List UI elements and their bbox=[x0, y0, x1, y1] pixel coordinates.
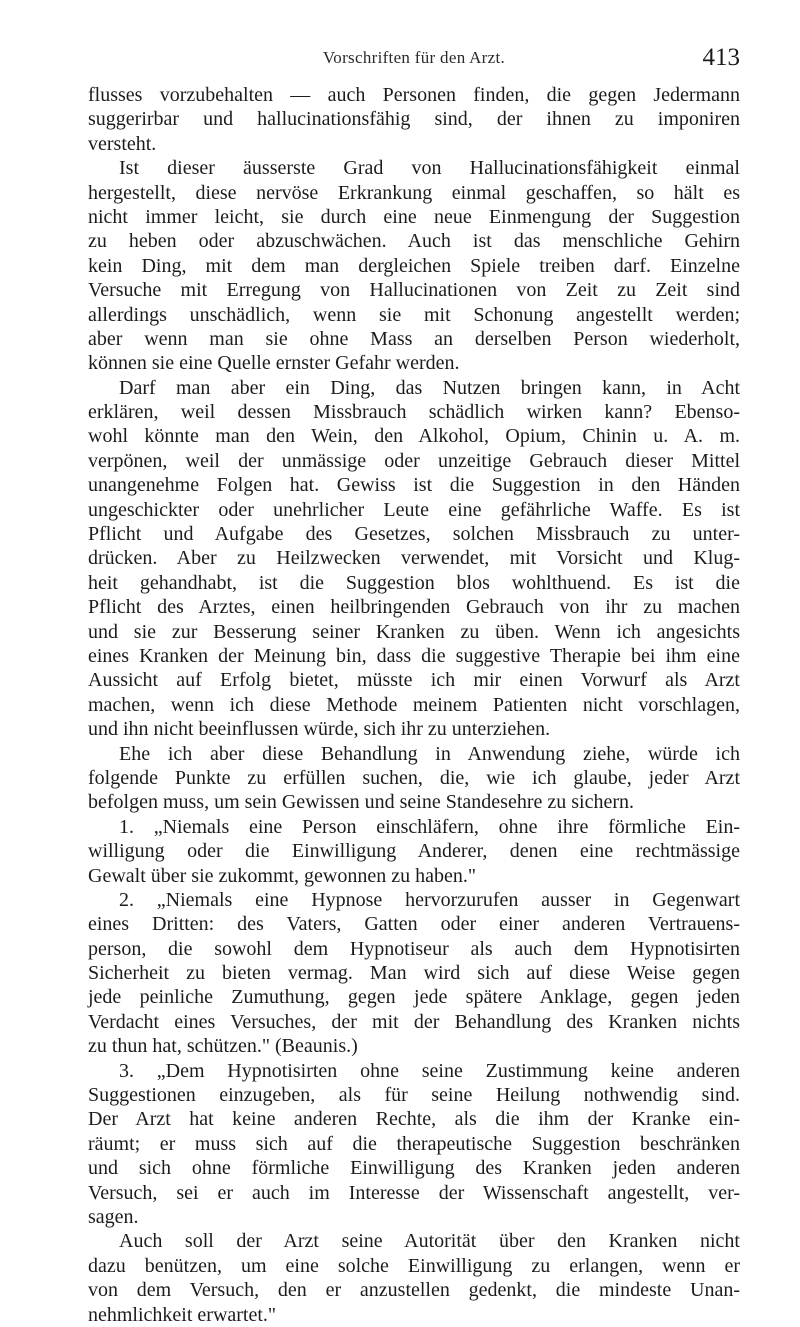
text-line: unangenehme Folgen hat. Gewiss ist die Suggestion in den Händen bbox=[88, 474, 740, 497]
text-line: Aussicht auf Erfolg bietet, müsste ich mir einen Vorwurf als Arzt bbox=[88, 669, 740, 692]
text-line: allerdings unschädlich, wenn sie mit Schonung angestellt werden; bbox=[88, 303, 740, 326]
running-title: Vorschriften für den Arzt. bbox=[322, 48, 506, 67]
text-line: Darf man aber ein Ding, das Nutzen bringen kann, in Acht bbox=[119, 376, 740, 399]
text-line: hergestellt, diese nervöse Erkrankung einmal geschaffen, so hält es bbox=[88, 181, 740, 204]
text-line: können sie eine Quelle ernster Gefahr werden. bbox=[88, 352, 460, 375]
text-line: Verdacht eines Versuches, der mit der Behandlung des Kranken nichts bbox=[88, 1010, 740, 1033]
text-line: und ihn nicht beeinflussen würde, sich ihr zu unterziehen. bbox=[88, 718, 551, 741]
text-line: person, die sowohl dem Hypnotiseur als auch dem Hypnotisirten bbox=[88, 937, 740, 960]
text-line: willigung oder die Einwilligung Anderer, denen eine rechtmässige bbox=[88, 840, 740, 863]
text-line: befolgen muss, um sein Gewissen und seine Standesehre zu sichern. bbox=[88, 791, 634, 814]
text-line: dazu benützen, um eine solche Einwilligung zu erlangen, wenn er bbox=[88, 1254, 740, 1277]
text-line: Ehe ich aber diese Behandlung in Anwendung ziehe, würde ich bbox=[119, 742, 740, 765]
text-line: heit gehandhabt, ist die Suggestion blos wohlthuend. Es ist die bbox=[88, 571, 740, 594]
running-header bbox=[88, 44, 740, 78]
text-line: zu heben oder abzuschwächen. Auch ist das menschliche Gehirn bbox=[88, 230, 740, 253]
text-line: nicht immer leicht, sie durch eine neue Einmengung der Suggestion bbox=[88, 205, 740, 228]
text-line: von dem Versuch, den er anzustellen gedenkt, die mindeste Unan- bbox=[88, 1279, 740, 1302]
text-line: 2. „Niemals eine Hypnose hervorzurufen ausser in Gegenwart bbox=[119, 888, 740, 911]
text-line: Pflicht des Arztes, einen heilbringenden Gebrauch von ihr zu machen bbox=[88, 596, 740, 619]
text-line: und sie zur Besserung seiner Kranken zu üben. Wenn ich angesichts bbox=[88, 620, 740, 643]
text-line: Auch soll der Arzt seine Autorität über den Kranken nicht bbox=[119, 1230, 740, 1253]
text-line: räumt; er muss sich auf die therapeutische Suggestion beschränken bbox=[88, 1132, 740, 1155]
text-line: aber wenn man sie ohne Mass an derselben Person wiederholt, bbox=[88, 327, 740, 350]
text-line: jede peinliche Zumuthung, gegen jede spätere Anklage, gegen jeden bbox=[88, 986, 740, 1009]
text-line: Gewalt über sie zukommt, gewonnen zu haben." bbox=[88, 864, 477, 887]
text-line: Pflicht und Aufgabe des Gesetzes, solchen Missbrauch zu unter- bbox=[88, 523, 740, 546]
text-line: Der Arzt hat keine anderen Rechte, als die ihm der Kranke ein- bbox=[88, 1108, 740, 1131]
text-line: versteht. bbox=[88, 132, 157, 155]
text-line: wohl könnte man den Wein, den Alkohol, Opium, Chinin u. A. m. bbox=[88, 425, 740, 448]
text-line: sagen. bbox=[88, 1205, 139, 1228]
text-line: eines Dritten: des Vaters, Gatten oder einer anderen Vertrauens- bbox=[88, 913, 740, 936]
text-line: Versuch, sei er auch im Interesse der Wissenschaft angestellt, ver- bbox=[88, 1181, 740, 1204]
text-line: und sich ohne förmliche Einwilligung des Kranken jeden anderen bbox=[88, 1157, 740, 1180]
text-line: ungeschickter oder unehrlicher Leute eine gefährliche Waffe. Es ist bbox=[88, 498, 740, 521]
text-line: kein Ding, mit dem man dergleichen Spiele treiben darf. Einzelne bbox=[88, 254, 740, 277]
text-line: zu thun hat, schützen." (Beaunis.) bbox=[88, 1035, 358, 1058]
text-line: flusses vorzubehalten — auch Personen finden, die gegen Jedermann bbox=[88, 84, 740, 106]
text-line: drücken. Aber zu Heilzwecken verwendet, mit Vorsicht und Klug- bbox=[88, 547, 740, 570]
page-number: 413 bbox=[702, 44, 740, 71]
text-line: verpönen, weil der unmässige oder unzeitige Gebrauch dieser Mittel bbox=[88, 449, 740, 472]
text-line: Suggestionen einzugeben, als für seine Heilung nothwendig sind. bbox=[88, 1084, 740, 1107]
body-text bbox=[88, 83, 740, 1327]
text-line: Sicherheit zu bieten vermag. Man wird sich auf diese Weise gegen bbox=[88, 962, 740, 985]
text-line: eines Kranken der Meinung bin, dass die suggestive Therapie bei ihm eine bbox=[88, 644, 740, 667]
text-line: folgende Punkte zu erfüllen suchen, die, wie ich glaube, jeder Arzt bbox=[88, 766, 740, 789]
text-line: machen, wenn ich diese Methode meinem Patienten nicht vorschlagen, bbox=[88, 693, 740, 716]
text-line: erklären, weil dessen Missbrauch schädlich wirken kann? Ebenso- bbox=[88, 401, 740, 424]
text-line: nehmlichkeit erwartet." bbox=[88, 1303, 277, 1326]
text-line: Versuche mit Erregung von Hallucinationen von Zeit zu Zeit sind bbox=[88, 279, 740, 302]
text-line: 1. „Niemals eine Person einschläfern, ohne ihre förmliche Ein- bbox=[119, 815, 740, 838]
text-line: Ist dieser äusserste Grad von Hallucinationsfähigkeit einmal bbox=[119, 157, 740, 180]
text-line: suggerirbar und hallucinationsfähig sind, der ihnen zu imponiren bbox=[88, 108, 740, 131]
text-line: 3. „Dem Hypnotisirten ohne seine Zustimmung keine anderen bbox=[119, 1059, 740, 1082]
